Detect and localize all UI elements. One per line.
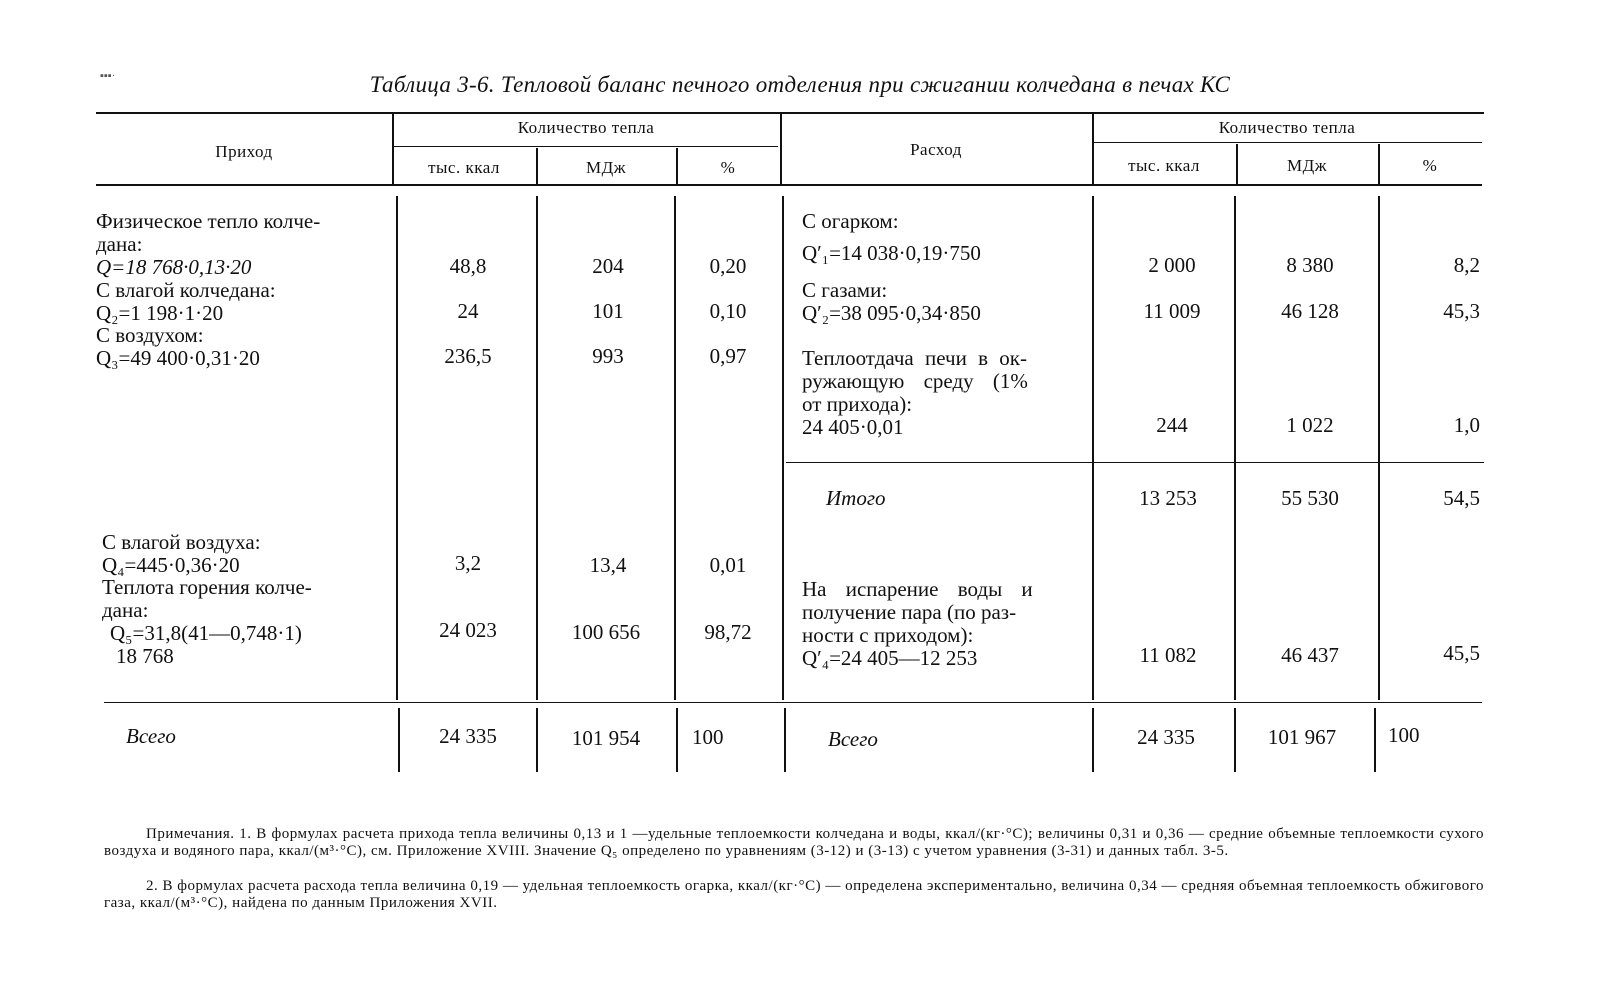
expense-formula: Q′₂=38 095·0,34·850 — [802, 301, 981, 325]
header-heat-amount-right: Количество тепла — [1218, 118, 1356, 137]
income-formula: Q₃=49 400·0,31·20 — [96, 346, 260, 370]
vline-body-4 — [782, 196, 784, 700]
header-unit-pct-right: % — [1422, 156, 1438, 175]
note-2: 2. В формулах расчета расхода тепла величина 0,19 — удельная теплоемкость огарка, ккал/(кг·°С) — определена экспериментально, величина 0,34 — средняя объемная теплоемкость обжигового газа, ккал/(м³·°С), найдена по данным Приложения XVII. — [104, 878, 1484, 911]
vline-total-4 — [784, 708, 786, 772]
income-pct-1: 0,10 — [709, 299, 747, 323]
subtotal-kcal: 13 253 — [1139, 486, 1197, 510]
expense-pct-0: 8,2 — [1453, 253, 1480, 277]
income-label-line: Теплота горения колче- — [102, 575, 312, 599]
expense-row-evaporation — [802, 578, 1033, 670]
evaporation-mj: 46 437 — [1281, 643, 1339, 667]
income-row-air — [96, 324, 260, 370]
total-income-pct: 100 — [692, 725, 724, 749]
table-title: Таблица 3-6. Тепловой баланс печного отделения при сжигании колчедана в печах КС — [369, 72, 1231, 97]
expense-label-line: С газами: — [802, 278, 888, 302]
header-heat-amount-left: Количество тепла — [517, 118, 655, 137]
header-income: Приход — [215, 142, 273, 161]
expense-label-line: ности с приходом): — [802, 623, 974, 647]
income-kcal-0: 48,8 — [449, 254, 487, 278]
subtotal-label: Итого — [826, 486, 886, 510]
expense-label-line: ружающую среду (1% — [802, 369, 1028, 393]
expense-label-line: получение пара (по раз- — [802, 600, 1017, 624]
header-unit-mj-left: МДж — [586, 158, 626, 177]
income-row-pyrite-moisture — [96, 279, 276, 325]
expense-formula: Q′₄=24 405—12 253 — [802, 646, 978, 670]
income-mj-1: 101 — [592, 299, 624, 323]
subtotal-mj: 55 530 — [1281, 486, 1339, 510]
income-formula: Q₂=1 198·1·20 — [96, 301, 224, 325]
left-subheader-rule — [392, 146, 778, 147]
income-kcal-4: 24 023 — [439, 618, 497, 642]
income-mj-2: 993 — [592, 344, 624, 368]
income-label-line: С влагой колчедана: — [96, 278, 276, 302]
total-income-label: Всего — [126, 724, 176, 748]
total-income-mj: 101 954 — [571, 726, 641, 750]
note-1: Примечания. 1. В формулах расчета прихода тепла величины 0,13 и 1 —удельные теплоемкости колчедана и воды, ккал/(кг·°С); величины 0,31 и 0,36 — средние объемные теплоемкости сухого воздуха и водяного пара, ккал/(м³·°С), см. Приложение XVIII. Значение Q₅ определено по уравнениям (3-12) и (3-13) с учетом уравнения (3-31) и данных табл. 3-5. — [104, 826, 1484, 859]
expense-formula: 24 405·0,01 — [802, 415, 904, 439]
income-kcal-1: 24 — [457, 299, 479, 323]
income-row-air-moisture — [102, 531, 261, 577]
income-row-physical-heat — [96, 210, 320, 279]
income-label-line: дана: — [102, 598, 149, 622]
expense-kcal-2: 244 — [1156, 413, 1188, 437]
expense-kcal-0: 2 000 — [1148, 253, 1196, 277]
expense-mj-1: 46 128 — [1281, 299, 1339, 323]
income-label-line: дана: — [96, 232, 143, 256]
vline-total-5 — [1092, 708, 1094, 772]
vline-total-7 — [1374, 708, 1376, 772]
expense-row-cinder — [802, 210, 981, 265]
income-mj-0: 204 — [592, 254, 624, 278]
income-row-combustion-heat — [102, 576, 312, 668]
expense-pct-1: 45,3 — [1443, 299, 1480, 323]
expense-label-line: Теплоотдача печи в ок- — [802, 346, 1027, 370]
vline-body-5 — [1092, 196, 1094, 700]
income-mj-3: 13,4 — [589, 553, 627, 577]
vline-total-3 — [676, 708, 678, 772]
expense-formula: Q′₁=14 038·0,19·750 — [802, 241, 981, 265]
header-expense: Расход — [910, 140, 962, 159]
total-rule — [104, 702, 1482, 703]
income-pct-2: 0,97 — [709, 344, 747, 368]
expense-row-gases — [802, 279, 981, 325]
income-mj-4: 100 656 — [571, 620, 641, 644]
subtotal-pct: 54,5 — [1443, 486, 1480, 510]
evaporation-pct: 45,5 — [1443, 641, 1480, 665]
income-formula: Q₅=31,8(41—0,748·1) — [110, 621, 302, 645]
income-formula: Q=18 768·0,13·20 — [96, 255, 252, 279]
total-expense-label: Всего — [828, 727, 878, 751]
income-pct-3: 0,01 — [709, 553, 747, 577]
expense-label-line: от прихода): — [802, 392, 913, 416]
income-formula: 18 768 — [116, 644, 174, 668]
total-expense-mj: 101 967 — [1267, 725, 1337, 749]
total-expense-kcal: 24 335 — [1137, 725, 1195, 749]
header-unit-kcal-left: тыс. ккал — [428, 158, 500, 177]
income-kcal-3: 3,2 — [454, 551, 482, 575]
right-subheader-rule — [1092, 142, 1482, 143]
header-bottom-rule — [96, 184, 1482, 186]
expense-row-heat-loss — [802, 347, 1028, 439]
total-income-kcal: 24 335 — [439, 724, 497, 748]
table-top-rule — [96, 112, 1484, 114]
income-label-line: С воздухом: — [96, 323, 204, 347]
total-expense-pct: 100 — [1388, 723, 1420, 747]
income-pct-0: 0,20 — [709, 254, 747, 278]
header-unit-mj-right: МДж — [1287, 156, 1327, 175]
income-formula: Q₄=445·0,36·20 — [102, 553, 240, 577]
expense-kcal-1: 11 009 — [1143, 299, 1201, 323]
expense-label-line: На испарение воды и — [802, 577, 1033, 601]
income-kcal-2: 236,5 — [444, 344, 492, 368]
expense-label-line: С огарком: — [802, 209, 899, 233]
expense-mj-2: 1 022 — [1286, 413, 1334, 437]
expense-mj-0: 8 380 — [1286, 253, 1334, 277]
income-pct-4: 98,72 — [704, 620, 752, 644]
scan-smudge: ▪▪▪· — [100, 70, 116, 82]
income-label-line: Физическое тепло колче- — [96, 209, 321, 233]
income-label-line: С влагой воздуха: — [102, 530, 261, 554]
header-unit-pct-left: % — [720, 158, 736, 177]
header-unit-kcal-right: тыс. ккал — [1128, 156, 1200, 175]
expense-pct-2: 1,0 — [1453, 413, 1480, 437]
evaporation-kcal: 11 082 — [1139, 643, 1197, 667]
